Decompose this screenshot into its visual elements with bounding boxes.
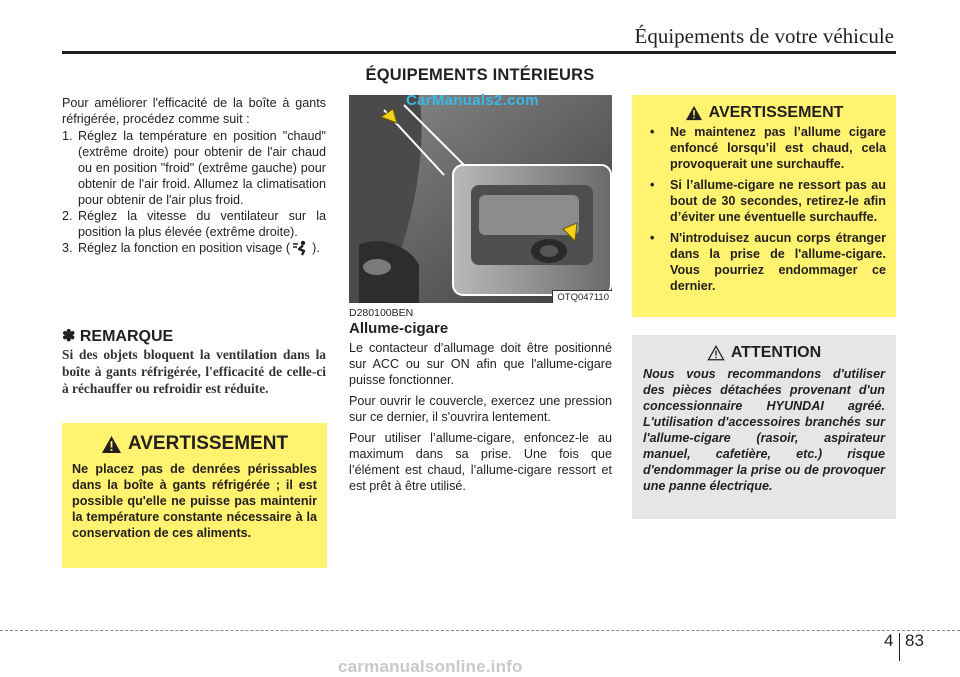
- watermark-link[interactable]: CarManuals2.com: [406, 92, 539, 109]
- step-text: Réglez la vitesse du ventilateur sur la position la plus élevée (extrême droite).: [78, 209, 326, 239]
- attention-box: [632, 335, 896, 519]
- step-text-after: ).: [312, 241, 320, 255]
- warning-title: AVERTISSEMENT: [127, 433, 289, 454]
- section-code: D280100BEN: [349, 307, 414, 319]
- body-text: [349, 340, 612, 499]
- warning-triangle-icon: [101, 435, 122, 454]
- step-number: 2.: [62, 209, 73, 223]
- note-heading: ✽ REMARQUE: [62, 328, 174, 345]
- footer-divider: [0, 630, 960, 631]
- body-paragraph: Pour utiliser l’allume-cigare, enfoncez-le au maximum dans sa prise. Une fois que l’élément est chaud, l’allume-cigare ressort et est prêt à être utilisé.: [349, 431, 612, 493]
- attention-triangle-icon: [707, 345, 725, 361]
- warning-header: [642, 104, 886, 122]
- step-number: 1.: [62, 129, 73, 143]
- body-paragraph: Pour ouvrir le couvercle, exercez une pression sur ce dernier, il s'ouvrira lentement.: [349, 394, 612, 424]
- warning-box-left: [62, 423, 327, 568]
- footer-watermark: carmanualsonline.info: [338, 657, 523, 676]
- step-number: 3.: [62, 241, 73, 255]
- page-number: 83: [905, 631, 924, 650]
- steps-list: [62, 128, 326, 260]
- intro-text: Pour améliorer l'efficacité de la boîte à gants réfrigérée, procédez comme suit :: [62, 96, 326, 126]
- warning-item: • N'introduisez aucun corps étranger dans la prise de l'allume-cigare. Vous pourriez endommager ce dernier.: [642, 230, 886, 294]
- chapter-title: Équipements de votre véhicule: [634, 24, 894, 48]
- step-2: [62, 208, 326, 240]
- body-paragraph: Le contacteur d'allumage doit être positionné sur ACC ou sur ON afin que l'allume-cigare puisse fonctionner.: [349, 341, 612, 387]
- header-rule: [62, 51, 896, 54]
- step-text-before: Réglez la fonction en position visage (: [78, 241, 291, 255]
- face-vent-mode-icon: [292, 240, 310, 260]
- note-text: Si des objets bloquent la ventilation dans la boîte à gants réfrigérée, l'efficacité de celle-ci à réchauffer ou refroidir est réduite.: [62, 347, 326, 396]
- step-1: [62, 128, 326, 208]
- warning-item: • Ne maintenez pas l’allume cigare enfoncé lorsqu’il est chaud, cela provoquerait une surchauffe.: [642, 124, 886, 172]
- warning-item: • Si l’allume-cigare ne ressort pas au bout de 30 secondes, retirez-le afin d’éviter une éventuelle surchauffe.: [642, 177, 886, 225]
- item-title: Allume-cigare: [349, 320, 449, 337]
- section-title: ÉQUIPEMENTS INTÉRIEURS: [365, 66, 595, 84]
- attention-text: Nous vous recommandons d'utiliser des pièces détachées provenant d'un concessionnaire HYUNDAI agréé. L'utilisation d'accessoires branchés sur l'allume-cigare (rasoir, aspirateur manuel, cafetière, etc.) risque d'endommager la prise ou de provoquer une panne électrique.: [643, 367, 885, 493]
- step-text: Réglez la température en position "chaud" (extrême droite) pour obtenir de l'air chaud ou en position "froid" (extrême gauche) pour obtenir de l'air froid. Allumez la climatisation pour obtenir de l'air plus froid.: [78, 129, 326, 207]
- warning-triangle-icon: [685, 105, 703, 121]
- attention-title: ATTENTION: [730, 344, 822, 361]
- warning-header: [72, 433, 317, 455]
- warning-list: [642, 124, 886, 294]
- chapter-number: 4: [884, 631, 894, 650]
- page-separator: [899, 633, 900, 661]
- warning-title: AVERTISSEMENT: [708, 104, 844, 121]
- figure-id: OTQ047110: [552, 290, 612, 303]
- warning-text: Ne placez pas de denrées périssables dans la boîte à gants réfrigérée ; il est possible qu'elle ne puisse pas maintenir la température constante nécessaire à la conservation de ces aliments.: [72, 462, 317, 540]
- warning-box-right: [632, 95, 896, 317]
- cigar-lighter-photo: [349, 95, 612, 303]
- step-3: [62, 240, 326, 260]
- attention-header: [643, 344, 885, 362]
